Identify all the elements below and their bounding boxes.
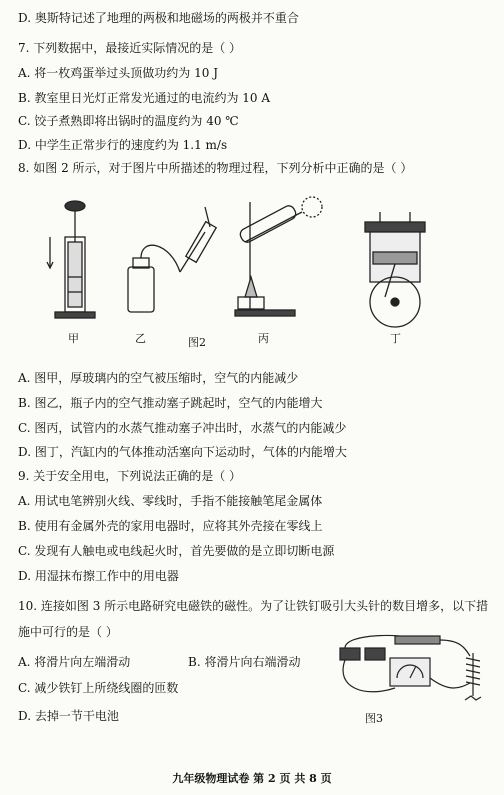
figure-2	[40, 182, 480, 347]
question-9-option-a: A. 用试电笔辨别火线、零线时，手指不能接触笔尾金属体	[18, 494, 323, 508]
question-8-option-b: B. 图乙，瓶子内的空气推动塞子跳起时，空气的内能增大	[18, 396, 323, 410]
question-7: 7. 下列数据中，最接近实际情况的是（ ）	[18, 41, 242, 55]
question-8-option-c: C. 图丙，试管内的水蒸气推动塞子冲出时，水蒸气的内能减少	[18, 421, 347, 435]
question-7-option-b: B. 教室里日光灯正常发光通过的电流约为 10 A	[18, 91, 271, 105]
question-7-option-a: A. 将一枚鸡蛋举过头顶做功约为 10 J	[18, 66, 219, 80]
previous-option-d: D. 奥斯特记述了地理的两极和地磁场的两极并不重合	[18, 11, 299, 25]
question-10-cont: 施中可行的是（ ）	[18, 625, 118, 639]
figure-2-drawings	[40, 182, 480, 347]
figure-yi-bottle-pump	[128, 207, 216, 312]
question-10-option-c: C. 减少铁钉上所绕线圈的匝数	[18, 681, 179, 695]
question-9-option-d: D. 用湿抹布擦工作中的用电器	[18, 569, 179, 583]
figure-label-bing: 丙	[258, 332, 269, 345]
question-9-option-b: B. 使用有金属外壳的家用电器时，应将其外壳接在零线上	[18, 519, 323, 533]
question-9-option-c: C. 发现有人触电或电线起火时，首先要做的是立即切断电源	[18, 544, 335, 558]
figure-3	[325, 628, 495, 708]
question-7-option-c: C. 饺子煮熟即将出锅时的温度约为 40 ℃	[18, 114, 239, 128]
question-8-option-a: A. 图甲，厚玻璃内的空气被压缩时，空气的内能减少	[18, 371, 299, 385]
figure-label-jia: 甲	[68, 332, 79, 345]
question-10-option-d: D. 去掉一节干电池	[18, 709, 119, 723]
figure-2-caption: 图2	[188, 336, 206, 349]
question-9: 9. 关于安全用电，下列说法正确的是（ ）	[18, 469, 242, 483]
figure-3-caption: 图3	[365, 712, 383, 725]
question-10: 10. 连接如图 3 所示电路研究电磁铁的磁性。为了让铁钉吸引大头针的数目增多，以下措	[18, 599, 489, 613]
figure-bing-test-tube-heating	[235, 197, 322, 316]
page-footer: 九年级物理试卷 第 2 页 共 8 页	[172, 772, 332, 785]
question-8-option-d: D. 图丁，汽缸内的气体推动活塞向下运动时，气体的内能增大	[18, 445, 347, 459]
question-10-option-b: B. 将滑片向右端滑动	[188, 655, 301, 669]
question-7-option-d: D. 中学生正常步行的速度约为 1.1 m/s	[18, 138, 228, 152]
figure-label-ding: 丁	[390, 332, 401, 345]
figure-jia-compression-apparatus	[47, 201, 95, 318]
figure-ding-engine-cylinder	[365, 212, 425, 327]
figure-3-circuit	[325, 628, 495, 708]
question-8: 8. 如图 2 所示，对于图片中所描述的物理过程，下列分析中正确的是（ ）	[18, 161, 413, 175]
figure-label-yi: 乙	[135, 332, 146, 345]
question-10-option-a: A. 将滑片向左端滑动	[18, 655, 131, 669]
